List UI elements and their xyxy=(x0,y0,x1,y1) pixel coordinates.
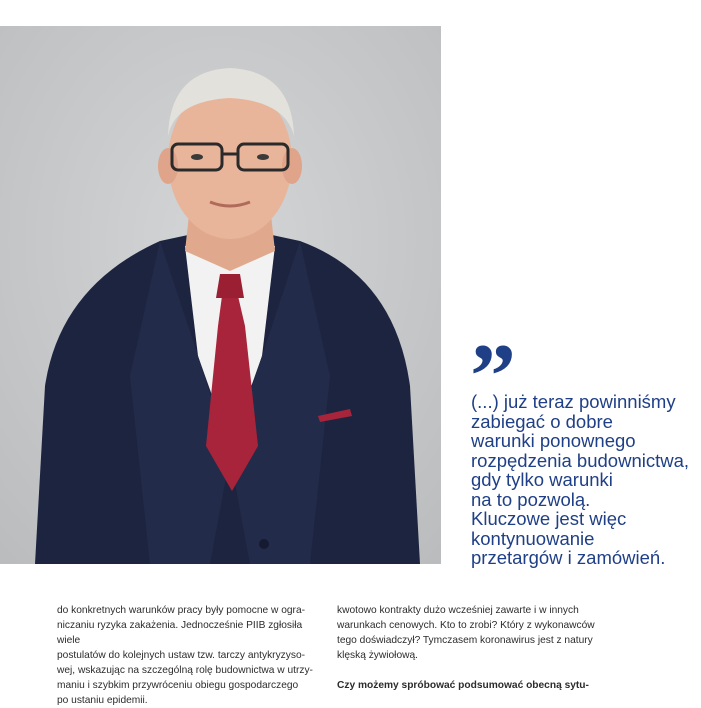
interview-question: Czy możemy spróbować podsumować obecną sytu- xyxy=(337,680,589,691)
body-column-left xyxy=(57,603,319,708)
body-line: tego doświadczył? Tymczasem koronawirus jest z natury xyxy=(337,635,593,646)
quote-line: kontynuowanie xyxy=(471,527,595,549)
quote-line: (...) już teraz powinniśmy xyxy=(471,391,676,412)
body-line: warunkach cenowych. Kto to zrobi? Który z wykonawców xyxy=(337,620,595,631)
quote-line: rozpędzenia budownictwa, xyxy=(471,449,690,471)
quote-line: na to pozwolą. xyxy=(471,488,591,510)
body-line: niczaniu ryzyka zakażenia. Jednocześnie PIIB zgłosiła wiele xyxy=(57,620,303,646)
quote-line: warunki ponownego xyxy=(471,430,636,451)
body-column-right xyxy=(337,603,599,693)
body-line: kwotowo kontrakty dużo wcześniej zawarte i w innych xyxy=(337,605,579,616)
body-line: maniu i szybkim przywróceniu obiegu gospodarczego xyxy=(57,680,299,691)
quote-mark: ” xyxy=(470,325,512,427)
quote-line: przetargów i zamówień. xyxy=(471,547,666,568)
body-line: klęską żywiołową. xyxy=(337,650,418,661)
portrait-photo xyxy=(0,26,441,564)
quote-line: zabiegać o dobre xyxy=(471,410,613,432)
body-line: po ustaniu epidemii. xyxy=(57,695,148,706)
quote-line: gdy tylko warunki xyxy=(471,469,613,490)
body-line: do konkretnych warunków pracy były pomocne w ogra- xyxy=(57,605,306,616)
portrait-illustration xyxy=(0,26,441,564)
body-line: wej, wskazując na szczególną rolę budownictwa w utrzy- xyxy=(57,665,313,676)
pull-quote xyxy=(471,392,696,568)
quote-line: Kluczowe jest więc xyxy=(471,508,627,529)
body-line: postulatów do kolejnych ustaw tzw. tarczy antykryzyso- xyxy=(57,650,305,661)
